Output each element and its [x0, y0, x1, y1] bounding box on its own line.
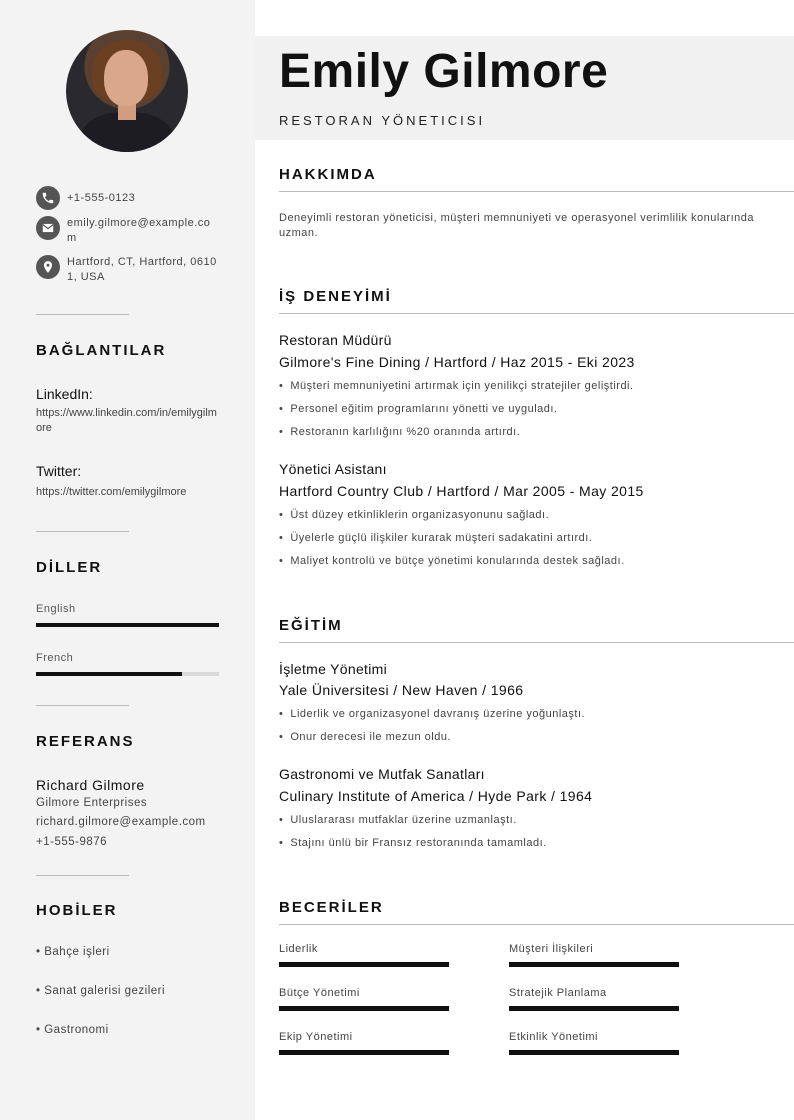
twitter-label: Twitter: — [36, 463, 82, 479]
language-name: English — [36, 603, 76, 615]
hobby-item: • Sanat galerisi gezileri — [36, 985, 166, 997]
bullet-item: • Onur derecesi ile mezun oldu. — [279, 731, 451, 743]
experience-heading: İŞ DENEYİMİ — [279, 288, 392, 305]
language-level-bar — [36, 672, 219, 676]
phone-text: +1-555-0123 — [67, 192, 136, 204]
profile-photo — [66, 30, 188, 152]
degree-subtitle: Yale Üniversitesi / New Haven / 1966 — [279, 682, 524, 698]
bullet-item: • Stajını ünlü bir Fransız restoranında tamamladı. — [279, 837, 547, 849]
skill-level-bar — [509, 962, 679, 967]
skill-level-fill — [279, 962, 449, 967]
email-text: emily.gilmore@example.com — [67, 217, 211, 244]
address-text: Hartford, CT, Hartford, 06101, USA — [67, 256, 217, 283]
section-rule — [279, 191, 794, 192]
skill-name: Stratejik Planlama — [509, 987, 607, 999]
languages-heading: DİLLER — [36, 559, 103, 576]
bullet-item: • Maliyet kontrolü ve bütçe yönetimi konularında destek sağladı. — [279, 555, 625, 567]
skill-level-bar — [279, 1006, 449, 1011]
language-level-fill — [36, 623, 219, 627]
reference-phone: +1-555-9876 — [36, 836, 108, 848]
bullet-item: • Liderlik ve organizasyonel davranış üzerine yoğunlaştı. — [279, 708, 585, 720]
reference-name: Richard Gilmore — [36, 777, 145, 793]
contact-email — [36, 216, 217, 246]
degree-title: İşletme Yönetimi — [279, 661, 388, 677]
divider — [36, 314, 129, 315]
job-subtitle: Gilmore's Fine Dining / Hartford / Haz 2015 - Eki 2023 — [279, 354, 635, 370]
skill-name: Etkinlik Yönetimi — [509, 1031, 598, 1043]
mail-icon — [36, 216, 60, 240]
phone-icon — [36, 186, 60, 210]
section-rule — [279, 642, 794, 643]
divider — [36, 705, 129, 706]
bullet-item: • Uluslararası mutfaklar üzerine uzmanlaştı. — [279, 814, 517, 826]
language-level-bar — [36, 623, 219, 627]
job-title: Yönetici Asistanı — [279, 461, 387, 477]
contact-phone — [36, 186, 217, 210]
language-name: French — [36, 652, 74, 664]
links-heading: BAĞLANTILAR — [36, 342, 167, 359]
skills-heading: BECERİLER — [279, 899, 384, 916]
reference-email: richard.gilmore@example.com — [36, 816, 206, 828]
divider — [36, 531, 129, 532]
skill-name: Liderlik — [279, 943, 318, 955]
skill-level-fill — [279, 1050, 449, 1055]
job-title: Restoran Müdürü — [279, 332, 392, 348]
bullet-item: • Müşteri memnuniyetini artırmak için yenilikçi stratejiler geliştirdi. — [279, 380, 634, 392]
linkedin-url[interactable]: https://www.linkedin.com/in/emilygilmore — [36, 407, 217, 434]
bullet-item: • Üst düzey etkinliklerin organizasyonunu sağladı. — [279, 509, 549, 521]
bullet-item: • Üyelerle güçlü ilişkiler kurarak müşteri sadakatini artırdı. — [279, 532, 592, 544]
skill-name: Bütçe Yönetimi — [279, 987, 360, 999]
skill-level-bar — [279, 962, 449, 967]
skill-level-bar — [279, 1050, 449, 1055]
location-pin-icon — [36, 255, 60, 279]
contact-address — [36, 255, 217, 285]
job-subtitle: Hartford Country Club / Hartford / Mar 2005 - May 2015 — [279, 483, 644, 499]
degree-subtitle: Culinary Institute of America / Hyde Park / 1964 — [279, 788, 593, 804]
bullet-item: • Restoranın karlılığını %20 oranında artırdı. — [279, 426, 520, 438]
degree-title: Gastronomi ve Mutfak Sanatları — [279, 766, 485, 782]
bullet-item: • Personel eğitim programlarını yönetti ve uyguladı. — [279, 403, 557, 415]
hobbies-heading: HOBİLER — [36, 902, 118, 919]
linkedin-label: LinkedIn: — [36, 386, 93, 402]
reference-company: Gilmore Enterprises — [36, 797, 148, 809]
language-level-fill — [36, 672, 182, 676]
twitter-url[interactable]: https://twitter.com/emilygilmore — [36, 486, 187, 498]
person-name: Emily Gilmore — [279, 45, 609, 98]
skill-level-fill — [509, 962, 679, 967]
section-rule — [279, 924, 794, 925]
job-role: RESTORAN YÖNETICISI — [279, 113, 486, 128]
education-heading: EĞİTİM — [279, 617, 343, 634]
skill-level-bar — [509, 1006, 679, 1011]
hobby-item: • Bahçe işleri — [36, 946, 110, 958]
skill-level-fill — [509, 1050, 679, 1055]
skill-level-fill — [509, 1006, 679, 1011]
divider — [36, 875, 129, 876]
hobby-item: • Gastronomi — [36, 1024, 109, 1036]
skill-name: Müşteri İlişkileri — [509, 943, 594, 955]
section-rule — [279, 313, 794, 314]
skill-level-bar — [509, 1050, 679, 1055]
about-heading: HAKKIMDA — [279, 166, 377, 183]
about-text: Deneyimli restoran yöneticisi, müşteri memnuniyeti ve operasyonel verimlilik konularında uzman. — [279, 212, 755, 239]
reference-heading: REFERANS — [36, 733, 135, 750]
skill-name: Ekip Yönetimi — [279, 1031, 353, 1043]
skill-level-fill — [279, 1006, 449, 1011]
